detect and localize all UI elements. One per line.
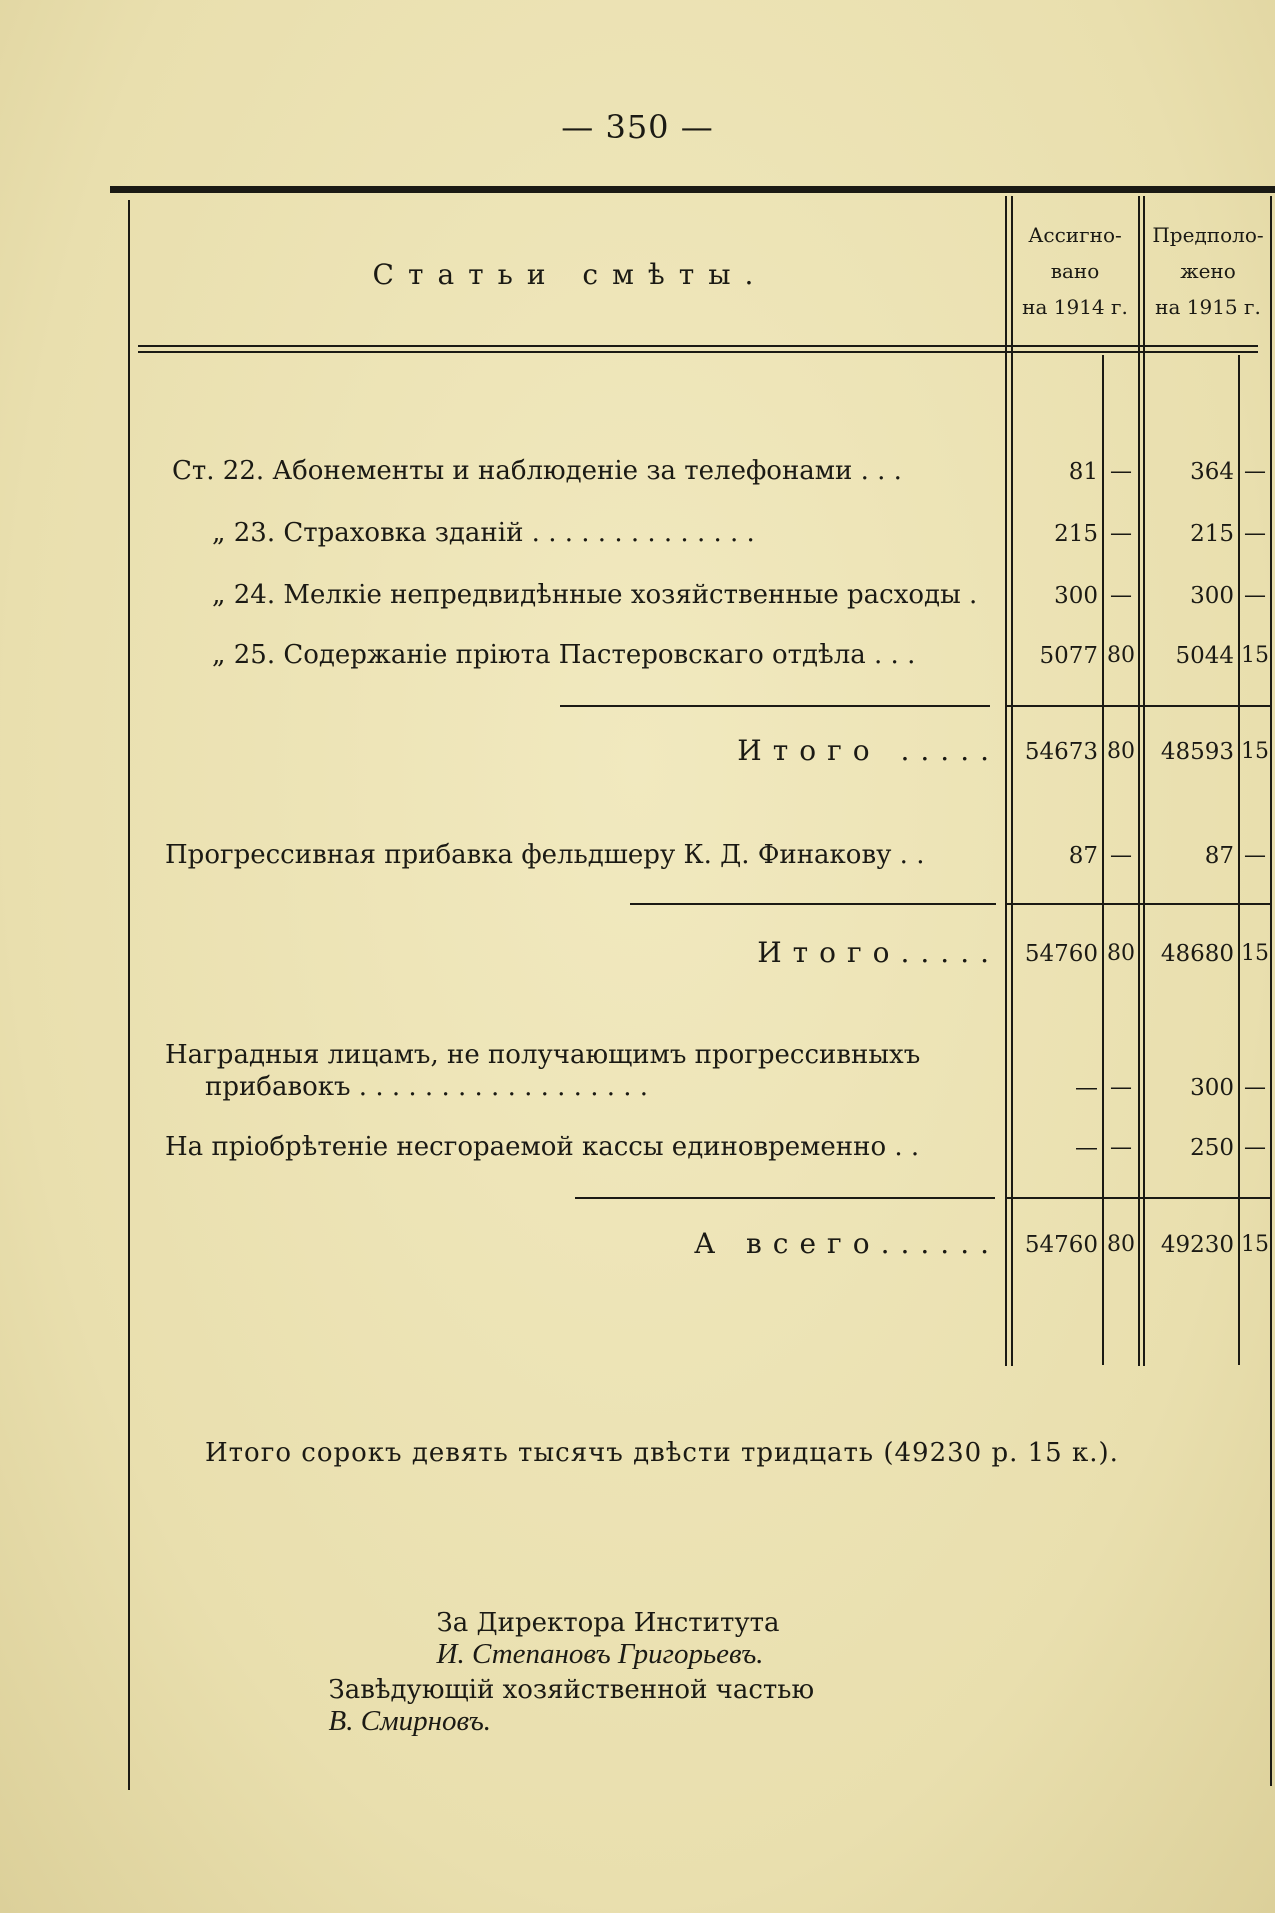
kopecks-1915: 15 bbox=[1241, 941, 1269, 966]
header-1914-line2: вано bbox=[1050, 259, 1100, 283]
kopecks-1914: — bbox=[1110, 583, 1132, 608]
row-label: „ 25. Содержаніе пріюта Пастеровскаго отдѣла . . . bbox=[212, 640, 916, 670]
value-1914: 54673 bbox=[1024, 739, 1098, 765]
director-prefix: За Директора Института bbox=[436, 1608, 780, 1638]
value-1914: 300 bbox=[1054, 583, 1098, 609]
value-1915: 48593 bbox=[1160, 739, 1234, 765]
value-1915: 49230 bbox=[1160, 1232, 1234, 1258]
kopecks-1915: — bbox=[1244, 459, 1266, 484]
column-header-1914 bbox=[1015, 217, 1135, 325]
value-1915: 250 bbox=[1190, 1135, 1234, 1161]
subtotal-label: Итого ..... bbox=[737, 734, 1000, 767]
header-1915-line2: жено bbox=[1180, 259, 1236, 283]
value-1915: 300 bbox=[1190, 583, 1234, 609]
header-1914-line3: на 1914 г. bbox=[1022, 295, 1128, 319]
manager-signature-line bbox=[312, 1645, 814, 1738]
summary-text: Итого сорокъ девять тысячъ двѣсти тридцать (49230 р. 15 к.). bbox=[205, 1438, 1119, 1468]
column-header-1915 bbox=[1146, 217, 1270, 325]
header-1915-line1: Предполо- bbox=[1152, 223, 1264, 247]
kopecks-1915: — bbox=[1244, 521, 1266, 546]
manager-name: В. Смирновъ. bbox=[328, 1705, 491, 1737]
value-1914: — bbox=[1075, 1135, 1098, 1161]
value-1915: 87 bbox=[1204, 843, 1234, 869]
grand-total-label: А всего...... bbox=[693, 1227, 1000, 1260]
kopecks-1915: 15 bbox=[1241, 643, 1269, 668]
value-1915: 300 bbox=[1190, 1075, 1234, 1101]
kopecks-1915: — bbox=[1244, 1135, 1266, 1160]
row-label-line1: Наградныя лицамъ, не получающимъ прогрессивныхъ bbox=[165, 1040, 921, 1070]
value-1914: 81 bbox=[1068, 459, 1098, 485]
page-number: — 350 — bbox=[561, 108, 714, 146]
subtotal-label: Итого..... bbox=[757, 936, 1000, 969]
value-1915: 5044 bbox=[1175, 643, 1234, 669]
header-1914-line1: Ассигно- bbox=[1028, 223, 1122, 247]
row-label: На пріобрѣтеніе несгораемой кассы единовременно . . bbox=[165, 1132, 920, 1162]
kopecks-1915: — bbox=[1244, 843, 1266, 868]
value-1914: 5077 bbox=[1039, 643, 1098, 669]
kopecks-1914: 80 bbox=[1107, 941, 1135, 966]
manager-prefix: Завѣдующій хозяйственной частью bbox=[328, 1675, 815, 1705]
kopecks-1915: — bbox=[1244, 583, 1266, 608]
row-label: Прогрессивная прибавка фельдшеру К. Д. Финакову . . bbox=[165, 840, 925, 870]
value-1914: 87 bbox=[1068, 843, 1098, 869]
value-1915: 48680 bbox=[1160, 941, 1234, 967]
value-1914: 54760 bbox=[1024, 1232, 1098, 1258]
kopecks-1914: 80 bbox=[1107, 643, 1135, 668]
value-1914: — bbox=[1075, 1075, 1098, 1101]
row-label: Ст. 22. Абонементы и наблюденіе за телефонами . . . bbox=[172, 456, 902, 486]
row-label: „ 23. Страховка зданій . . . . . . . . . . . . . . bbox=[212, 518, 755, 548]
kopecks-1914: — bbox=[1110, 843, 1132, 868]
value-1915: 364 bbox=[1190, 459, 1234, 485]
kopecks-1914: — bbox=[1110, 1075, 1132, 1100]
kopecks-1915: — bbox=[1244, 1075, 1266, 1100]
value-1915: 215 bbox=[1190, 521, 1234, 547]
kopecks-1915: 15 bbox=[1241, 739, 1269, 764]
header-1915-line3: на 1915 г. bbox=[1155, 295, 1261, 319]
kopecks-1914: — bbox=[1110, 1135, 1132, 1160]
kopecks-1915: 15 bbox=[1241, 1232, 1269, 1257]
kopecks-1914: 80 bbox=[1107, 739, 1135, 764]
value-1914: 54760 bbox=[1024, 941, 1098, 967]
items-column-header: Статьи смѣты. bbox=[372, 258, 768, 291]
director-name: И. Степановъ Григорьевъ. bbox=[436, 1638, 764, 1670]
kopecks-1914: 80 bbox=[1107, 1232, 1135, 1257]
kopecks-1914: — bbox=[1110, 521, 1132, 546]
row-label-line2: прибавокъ . . . . . . . . . . . . . . . . . . bbox=[205, 1072, 649, 1102]
value-1914: 215 bbox=[1054, 521, 1098, 547]
kopecks-1914: — bbox=[1110, 459, 1132, 484]
row-label: „ 24. Мелкіе непредвидѣнные хозяйственные расходы . bbox=[212, 580, 978, 610]
